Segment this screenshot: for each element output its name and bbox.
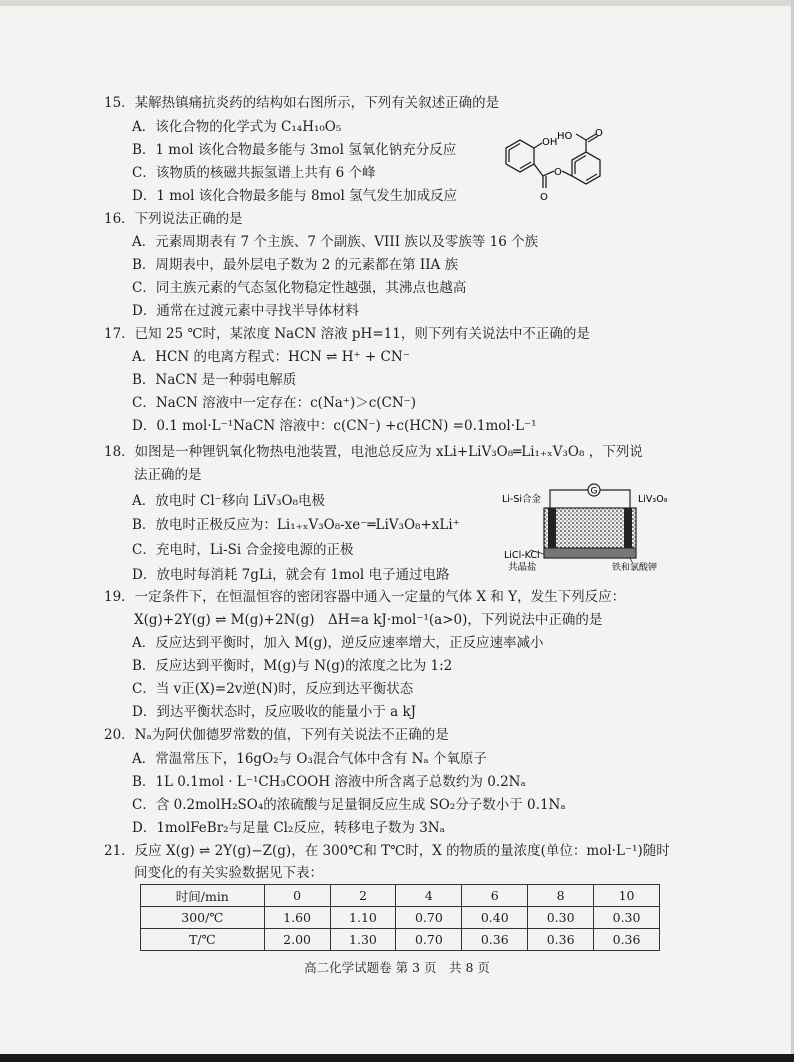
q21-stem-cont: 间变化的有关实验数据见下表：	[134, 865, 323, 881]
q18-fig-salt-label: LiCl-KCl	[504, 550, 540, 561]
table-header-cell: 2	[330, 885, 396, 907]
scan-edge-top	[0, 0, 794, 6]
q21-stem: 21．反应 X(g) ⇌ 2Y(g)−Z(g)，在 300℃和 T℃时，X 的物质的量浓度(单位：mol·L⁻¹)随时	[104, 843, 670, 859]
q18-fig-cathode-label: LiV₃O₈	[638, 494, 668, 505]
table-cell: 1.30	[330, 929, 396, 951]
q16-stem: 16．下列说法正确的是	[104, 211, 243, 227]
q15-option-b: B．1 mol 该化合物最多能与 3mol 氢氧化钠充分反应	[132, 142, 457, 158]
table-header-cell: 6	[462, 885, 528, 907]
scan-edge-bottom	[0, 1054, 794, 1062]
table-cell: 0.70	[396, 929, 462, 951]
q19-option-d: D．到达平衡状态时，反应吸收的能量小于 a kJ	[132, 704, 417, 720]
table-cell: 0.36	[528, 929, 594, 951]
page-footer: 高二化学试题卷 第 3 页 共 8 页	[304, 960, 490, 975]
q20-option-b: B．1L 0.1mol · L⁻¹CH₃COOH 溶液中所含离子总数约为 0.2Nₐ	[132, 774, 526, 790]
table-row	[141, 907, 660, 929]
q16-option-a: A．元素周期表有 7 个主族、7 个副族、VIII 族以及零族等 16 个族	[132, 234, 539, 250]
q18-fig-iron-label: 铁和氯酸钾	[612, 563, 658, 573]
table-header-row	[141, 885, 660, 907]
table-header-cell: 4	[396, 885, 462, 907]
q15-fig-ester-o: O	[554, 167, 562, 178]
q17-option-b: B．NaCN 是一种弱电解质	[132, 372, 297, 388]
q19-option-b: B．反应达到平衡时，M(g)与 N(g)的浓度之比为 1:2	[132, 658, 453, 674]
q18-fig-anode-label: Li-Si合金	[502, 494, 542, 505]
q17-option-d: D．0.1 mol·L⁻¹NaCN 溶液中：c(CN⁻) +c(HCN) =0.1mol·L⁻¹	[132, 418, 537, 434]
table-header-cell: 时间/min	[141, 885, 265, 907]
q16-option-c: C．同主族元素的气态氢化物稳定性越强，其沸点也越高	[132, 280, 467, 296]
q20-stem: 20．Nₐ为阿伏伽德罗常数的值，下列有关说法不正确的是	[104, 727, 449, 743]
q19-stem: 19．一定条件下，在恒温恒容的密闭容器中通入一定量的气体 X 和 Y，发生下列反应：	[104, 589, 626, 605]
q15-fig-oh: OH	[542, 137, 558, 148]
table-cell: 0.36	[462, 929, 528, 951]
q15-option-d: D．1 mol 该化合物最多能与 8mol 氢气发生加成反应	[132, 188, 458, 204]
q15-fig-ho: HO	[557, 131, 573, 142]
q17-option-c: C．NaCN 溶液中一定存在：c(Na⁺)＞c(CN⁻)	[132, 395, 417, 411]
table-cell: 0.30	[528, 907, 594, 929]
table-cell: 1.10	[330, 907, 396, 929]
q16-option-d: D．通常在过渡元素中寻找半导体材料	[132, 303, 359, 319]
q18-battery-figure	[500, 482, 670, 574]
q20-option-a: A．常温常压下，16gO₂与 O₃混合气体中含有 Nₐ 个氧原子	[132, 751, 487, 767]
q18-fig-g: G	[590, 486, 598, 497]
table-header-cell: 8	[528, 885, 594, 907]
table-row	[141, 929, 660, 951]
table-header-cell: 10	[594, 885, 660, 907]
q21-data-table	[140, 884, 660, 951]
table-cell: 0.36	[594, 929, 660, 951]
q18-stem: 18．如图是一种锂钒氧化物热电池装置，电池总反应为 xLi+LiV₃O₈═Li₁₊ₓV₃O₈ ，下列说	[104, 444, 643, 460]
table-cell: 300/℃	[141, 907, 265, 929]
q19-equation: X(g)+2Y(g) ⇌ M(g)+2N(g) ΔH=a kJ·mol⁻¹(a>0)，下列说法中正确的是	[134, 612, 603, 628]
table-header-cell: 0	[264, 885, 330, 907]
q18-option-a: A．放电时 Cl⁻移向 LiV₃O₈电极	[132, 493, 326, 509]
q15-structure-figure	[488, 128, 648, 204]
table-cell: 2.00	[264, 929, 330, 951]
table-cell: 0.30	[594, 907, 660, 929]
q15-option-c: C．该物质的核磁共振氢谱上共有 6 个峰	[132, 165, 376, 181]
q15-fig-carbonyl-o: O	[595, 128, 603, 139]
q16-option-b: B．周期表中，最外层电子数为 2 的元素都在第 IIA 族	[132, 257, 459, 273]
table-cell: T/℃	[141, 929, 265, 951]
q18-option-b: B．放电时正极反应为：Li₁₊ₓV₃O₈-xe⁻═LiV₃O₈+xLi⁺	[132, 517, 460, 533]
q19-option-c: C．当 v正(X)=2v逆(N)时，反应到达平衡状态	[132, 681, 414, 697]
table-cell: 1.60	[264, 907, 330, 929]
table-cell: 0.70	[396, 907, 462, 929]
q20-option-c: C．含 0.2molH₂SO₄的浓硫酸与足量铜反应生成 SO₂分子数小于 0.1Nₐ	[132, 797, 566, 813]
q17-option-a: A．HCN 的电离方程式：HCN ⇌ H⁺ + CN⁻	[132, 349, 410, 365]
q15-fig-ester-carbonyl-o: O	[540, 192, 548, 203]
q18-stem-cont: 法正确的是	[134, 467, 202, 483]
q15-stem: 15．某解热镇痛抗炎药的结构如右图所示，下列有关叙述正确的是	[104, 95, 500, 111]
q18-option-d: D．放电时每消耗 7gLi，就会有 1mol 电子通过电路	[132, 567, 450, 583]
q19-option-a: A．反应达到平衡时，加入 M(g)，逆反应速率增大，正反应速率减小	[132, 635, 544, 651]
q18-fig-salt-label2: 共晶盐	[508, 562, 537, 573]
q20-option-d: D．1molFeBr₂与足量 Cl₂反应，转移电子数为 3Nₐ	[132, 820, 445, 836]
q18-option-c: C．充电时，Li-Si 合金接电源的正极	[132, 542, 354, 558]
table-cell: 0.40	[462, 907, 528, 929]
q15-option-a: A．该化合物的化学式为 C₁₄H₁₀O₅	[132, 119, 342, 135]
q17-stem: 17．已知 25 ℃时，某浓度 NaCN 溶液 pH=11，则下列有关说法中不正确的是	[104, 326, 590, 342]
